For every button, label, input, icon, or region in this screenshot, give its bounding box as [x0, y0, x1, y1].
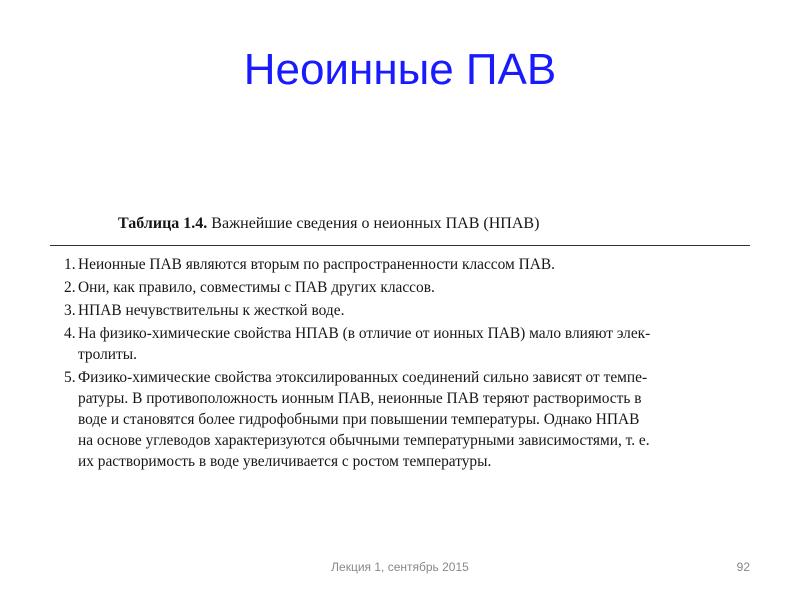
item-line: НПАВ нечувствительны к жесткой воде.	[78, 302, 345, 319]
page-number: 92	[736, 560, 750, 574]
item-line: тролиты.	[78, 346, 137, 363]
table-caption-text: Важнейшие сведения о неионных ПАВ (НПАВ)	[211, 215, 540, 232]
item-line: Физико-химические свойства этоксилированных соединений сильно зависят от темпе-	[78, 369, 648, 386]
item-number: 1.	[64, 256, 76, 273]
table-item	[50, 300, 754, 321]
slide-title: Неоинные ПАВ	[243, 45, 557, 94]
item-line: Они, как правило, совместимы с ПАВ других классов.	[78, 279, 435, 296]
table-caption-label: Таблица 1.4.	[118, 215, 208, 232]
table-items	[50, 254, 754, 472]
item-number: 3.	[64, 302, 76, 319]
table-item	[50, 277, 754, 298]
table-rule	[50, 245, 750, 246]
item-number: 4.	[64, 325, 76, 342]
item-line: их растворимость в воде увеличивается с ростом температуры.	[78, 453, 492, 470]
table-item	[50, 323, 754, 365]
table-item	[50, 254, 754, 275]
slide-footer: Лекция 1, сентябрь 2015	[331, 560, 469, 574]
item-line: ратуры. В противоположность ионным ПАВ, неионные ПАВ теряют растворимость в	[78, 390, 642, 407]
item-number: 2.	[64, 279, 76, 296]
item-line: на основе углеводов характеризуются обычными температурными зависимостями, т. е.	[78, 432, 650, 449]
item-line: На физико-химические свойства НПАВ (в отличие от ионных ПАВ) мало влияют элек-	[78, 325, 651, 342]
item-line: воде и становятся более гидрофобными при повышении температуры. Однако НПАВ	[78, 411, 640, 428]
table-item	[50, 367, 754, 472]
item-number: 5.	[64, 369, 76, 386]
item-line: Неионные ПАВ являются вторым по распространенности классом ПАВ.	[78, 256, 555, 273]
table-caption	[118, 212, 754, 236]
scanned-table	[50, 212, 754, 474]
